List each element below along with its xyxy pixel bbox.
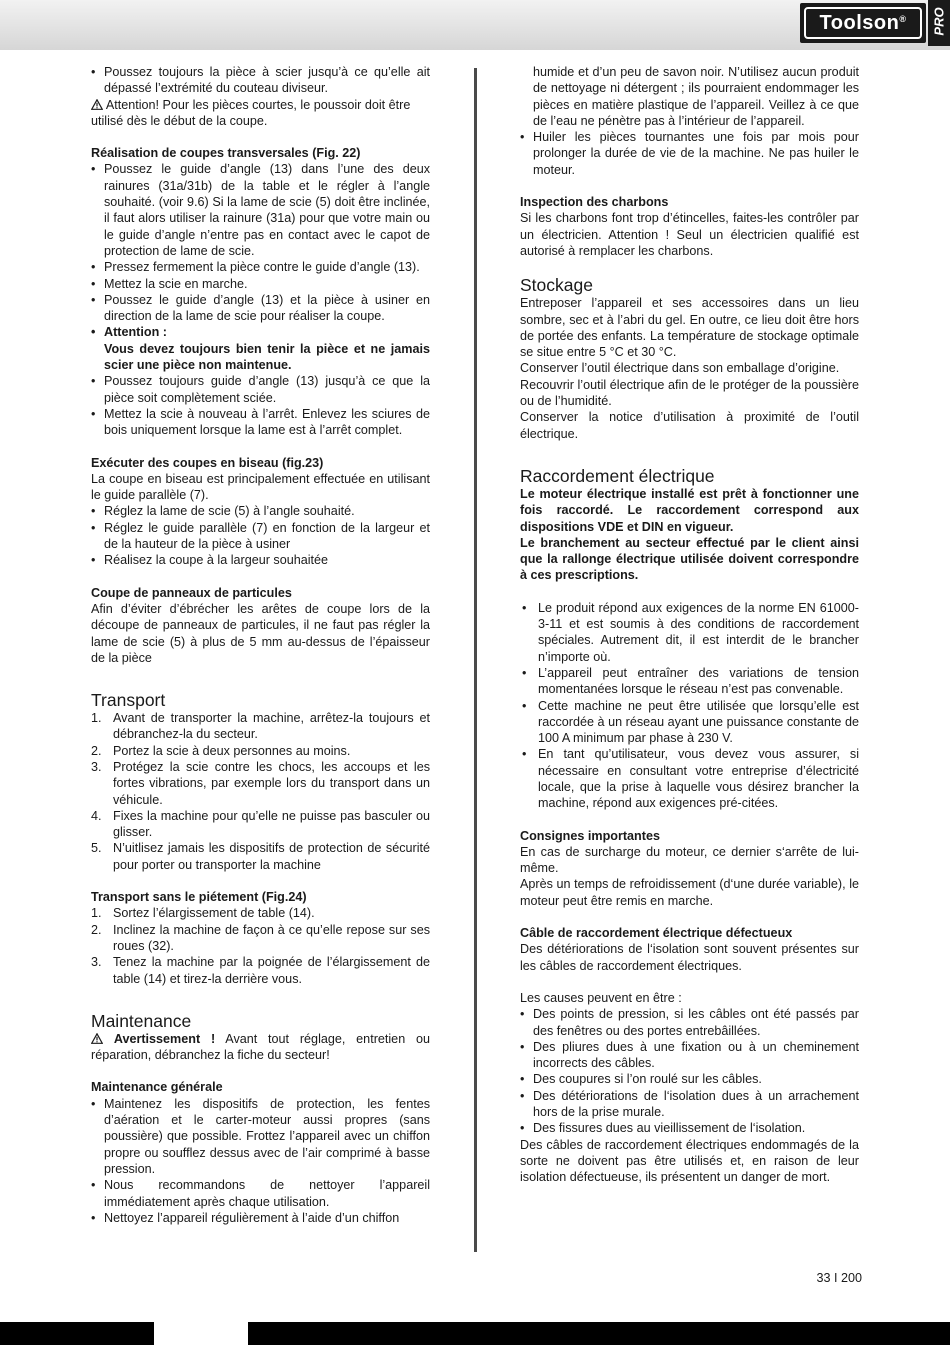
list-item: 2. Portez la scie à deux personnes au moins.	[91, 743, 351, 758]
section-title: Coupe de panneaux de particules	[91, 585, 292, 600]
list-item: 3. Protégez la scie contre les chocs, les accoups et les fortes vibrations, par exemple lors du transport dans un véhicule.	[91, 759, 430, 807]
crosscut-list	[91, 161, 430, 438]
heading-maintenance: Maintenance	[91, 1010, 192, 1031]
cable-causes-list	[520, 1006, 859, 1136]
warning-paragraph	[91, 1031, 430, 1064]
paragraph: En cas de surcharge du moteur, ce dernier s‘arrête de lui-même.	[520, 844, 859, 876]
list-item: • Des pliures dues à une fixation ou à un cheminement incorrects des câbles.	[520, 1039, 859, 1072]
list-item: 5. N’uitlisez jamais les dispositifs de protection de sécurité pour porter ou transporter la machine	[91, 841, 430, 872]
list-item: 3. Tenez la machine par la poignée de l’élargissement de table (14) et tirez-la derrière vous.	[91, 955, 430, 986]
list-item: • Poussez le guide d’angle (13) et la pièce à usiner en direction de la lame de scie pour réaliser la coupe.	[91, 292, 430, 325]
paragraph: Des détériorations de l‘isolation sont souvent présentes sur les câbles de raccordement électriques.	[520, 942, 859, 973]
list-item: • Réglez la lame de scie (5) à l’angle souhaité.	[91, 503, 430, 519]
paragraph: Conserver la notice d’utilisation à proximité de l’outil électrique.	[520, 410, 859, 441]
warning-text: Attention! Pour les pièces courtes, le poussoir doit être utilisé dès le début de la coupe.	[91, 97, 411, 128]
heading-storage: Stockage	[520, 275, 593, 296]
list-item: • Des coupures si l’on roulé sur les câbles.	[520, 1071, 859, 1087]
pro-badge: PRO	[928, 0, 950, 46]
maintenance-list	[91, 1096, 430, 1226]
section-title: Exécuter des coupes en biseau (fig.23)	[91, 455, 324, 470]
page-number: 33 I 200	[816, 1271, 862, 1285]
paragraph: Entreposer l’appareil et ses accessoires dans un lieu sombre, sec et à l’abri du gel. En outre, ce lieu doit être hors de portée des enfants. La température de stockage optimale se situe entre 5 °C et 30 °C.	[520, 296, 859, 360]
section-title: Inspection des charbons	[520, 195, 669, 210]
section-title: Maintenance générale	[91, 1080, 223, 1095]
paragraph-bold: Le moteur électrique installé est prêt à fonctionner une fois raccordé. Le raccordement correspond aux dispositions VDE et DIN en vigueur.	[520, 486, 859, 534]
list-item: • Des fissures dues au vieillissement de l‘isolation.	[520, 1120, 859, 1136]
list-item: • Huiler les pièces tournantes une fois par mois pour prolonger la durée de vie de la machine. Ne pas huiler le moteur.	[520, 129, 859, 178]
paragraph: Afin d’éviter d’ébrécher les arêtes de coupe lors de la découpe de panneaux de particules, il ne faut pas régler la lame de scie (5) à plus de 5 mm au-dessus de l’épaisseur de la pièce	[91, 601, 430, 665]
warning-text: Avant tout réglage, entretien ou réparation, débranchez la fiche du secteur!	[91, 1031, 431, 1063]
paragraph: La coupe en biseau est principalement effectuée en utilisant le guide parallèle (7).	[91, 471, 430, 503]
paragraph: Conserver l’outil électrique dans son emballage d’origine.	[520, 361, 840, 376]
list-item: • Des détériorations de l‘isolation dues à un arrachement hors de la prise murale.	[520, 1088, 859, 1121]
footer-bar-gap	[154, 1322, 248, 1345]
section-title: Transport sans le piétement (Fig.24)	[91, 890, 307, 905]
bevel-list	[91, 503, 430, 568]
transport-no-stand-list	[91, 905, 430, 986]
paragraph: Des câbles de raccordement électriques endommagés de la sorte ne doivent pas être utilisés et, en raison de leur isolation défectueuse, ils présentent un danger de mort.	[520, 1137, 859, 1185]
list-item-continued: humide et d’un peu de savon noir. N’utilisez aucun produit de nettoyage ni détergent ; ils pourraient endommager les pièces en matière plastique de l’appareil. Veillez à ce que de l’eau ne pénètre pas à l’intérieur de l’appareil.	[533, 65, 859, 128]
list-item: 1. Avant de transporter la machine, arrêtez-la toujours et débranchez-la du secteur.	[91, 711, 430, 742]
section-title: Consignes importantes	[520, 828, 660, 843]
right-column	[520, 64, 859, 1186]
list-item: • Nettoyez l’appareil régulièrement à l’aide d’un chiffon	[91, 1210, 430, 1226]
toolson-logo	[800, 3, 926, 43]
transport-list	[91, 710, 430, 873]
paragraph-bold: Le branchement au secteur effectué par le client ainsi que la rallonge électrique utilisée doivent correspondre à ces prescriptions.	[520, 535, 859, 583]
list-item: • Poussez toujours guide d’angle (13) jusqu’à ce que la pièce soit complètement sciée.	[91, 373, 430, 406]
list-item: • Mettez la scie en marche.	[91, 276, 430, 292]
list-item: • Pressez fermement la pièce contre le guide d’angle (13).	[91, 259, 430, 275]
column-divider	[474, 68, 477, 1252]
heading-transport: Transport	[91, 690, 166, 711]
list-item: • Poussez le guide d’angle (13) dans l’une des deux rainures (31a/31b) de la table et le régler à l’angle souhaité. (voir 9.6) Si la lame de scie (5) doit être inclinée, il faut alors utiliser la rainure (31a) pour que votre main ou le guide d’angle n’entre pas en contact avec le capot de protection de lame de scie.	[91, 161, 430, 259]
warning-label: Avertissement !	[113, 1031, 216, 1046]
list-item: • Réglez le guide parallèle (7) en fonction de la largeur et de la hauteur de la pièce à usiner	[91, 520, 430, 553]
list-item: • Des points de pression, si les câbles ont été passés par des fenêtres ou des portes entrebâillées.	[520, 1006, 859, 1039]
section-title: Câble de raccordement électrique défectueux	[520, 926, 793, 941]
warning-icon	[91, 99, 103, 110]
list-item: • Réalisez la coupe à la largeur souhaitée	[91, 552, 430, 568]
list-item: • Maintenez les dispositifs de protection, les fentes d’aération et le carter-moteur aussi propres (sans poussière) que possible. Frottez l’appareil avec un chiffon propre ou soufflez dessus avec de l’air comprimé à basse pression.	[91, 1096, 430, 1177]
list-item: • Le produit répond aux exigences de la norme EN 61000-3-11 et est soumis à des conditions de raccordement spéciales. Autrement dit, il est interdit de le brancher n’importe où.	[520, 600, 859, 665]
warning-icon	[91, 1033, 103, 1044]
warning-paragraph	[91, 97, 430, 130]
section-title: Réalisation de coupes transversales (Fig. 22)	[91, 146, 361, 161]
electrical-list	[520, 600, 859, 812]
list-item: • Mettez la scie à nouveau à l’arrêt. Enlevez les sciures de bois uniquement lorsque la lame est à l’arrêt complet.	[91, 406, 430, 439]
brand-name: Toolson	[819, 12, 900, 34]
list-item: • Cette machine ne peut être utilisée que lorsqu’elle est raccordée à un réseau ayant une puissance constante de 100 A minimum par phase à 230 V.	[520, 698, 859, 747]
footer-bar	[0, 1322, 950, 1345]
list-item: 2. Inclinez la machine de façon à ce qu’elle repose sur ses roues (32).	[91, 922, 430, 953]
left-column	[91, 64, 430, 1226]
paragraph: Les causes peuvent en être :	[520, 990, 682, 1005]
list-item: • Poussez toujours la pièce à scier jusqu’à ce qu’elle ait dépassé l’extrémité du couteau diviseur.	[91, 64, 430, 97]
continued-list	[520, 64, 859, 178]
heading-electrical: Raccordement électrique	[520, 465, 715, 486]
list-item: • Nous recommandons de nettoyer l’appareil immédiatement après chaque utilisation.	[91, 1177, 430, 1210]
list-item: 4. Fixes la machine pour qu’elle ne puisse pas basculer ou glisser.	[91, 808, 430, 840]
intro-list	[91, 64, 430, 97]
list-item: • L’appareil peut entraîner des variations de tension momentanées lorsque le réseau n’est pas convenable.	[520, 665, 859, 698]
paragraph: Si les charbons font trop d’étincelles, faites-les contrôler par un électricien. Attention ! Seul un électricien qualifié est autorisé à remplacer les charbons.	[520, 211, 859, 258]
paragraph: Après un temps de refroidissement (d‘une durée variable), le moteur peut être remis en marche.	[520, 877, 859, 908]
registered-mark: ®	[899, 14, 907, 24]
list-item: • En tant qu’utilisateur, vous devez vous assurer, si nécessaire en consultant votre entreprise d’électricité locale, que la prise à laquelle vous désirez brancher la machine, répond aux exigences pré-citées.	[520, 746, 859, 811]
list-item-attention: • Attention : Vous devez toujours bien tenir la pièce et ne jamais scier une pièce non maintenue.	[91, 324, 430, 373]
list-item: 1. Sortez l’élargissement de table (14).	[91, 906, 315, 921]
paragraph: Recouvrir l’outil électrique afin de le protéger de la poussière ou de l’humidité.	[520, 377, 859, 409]
